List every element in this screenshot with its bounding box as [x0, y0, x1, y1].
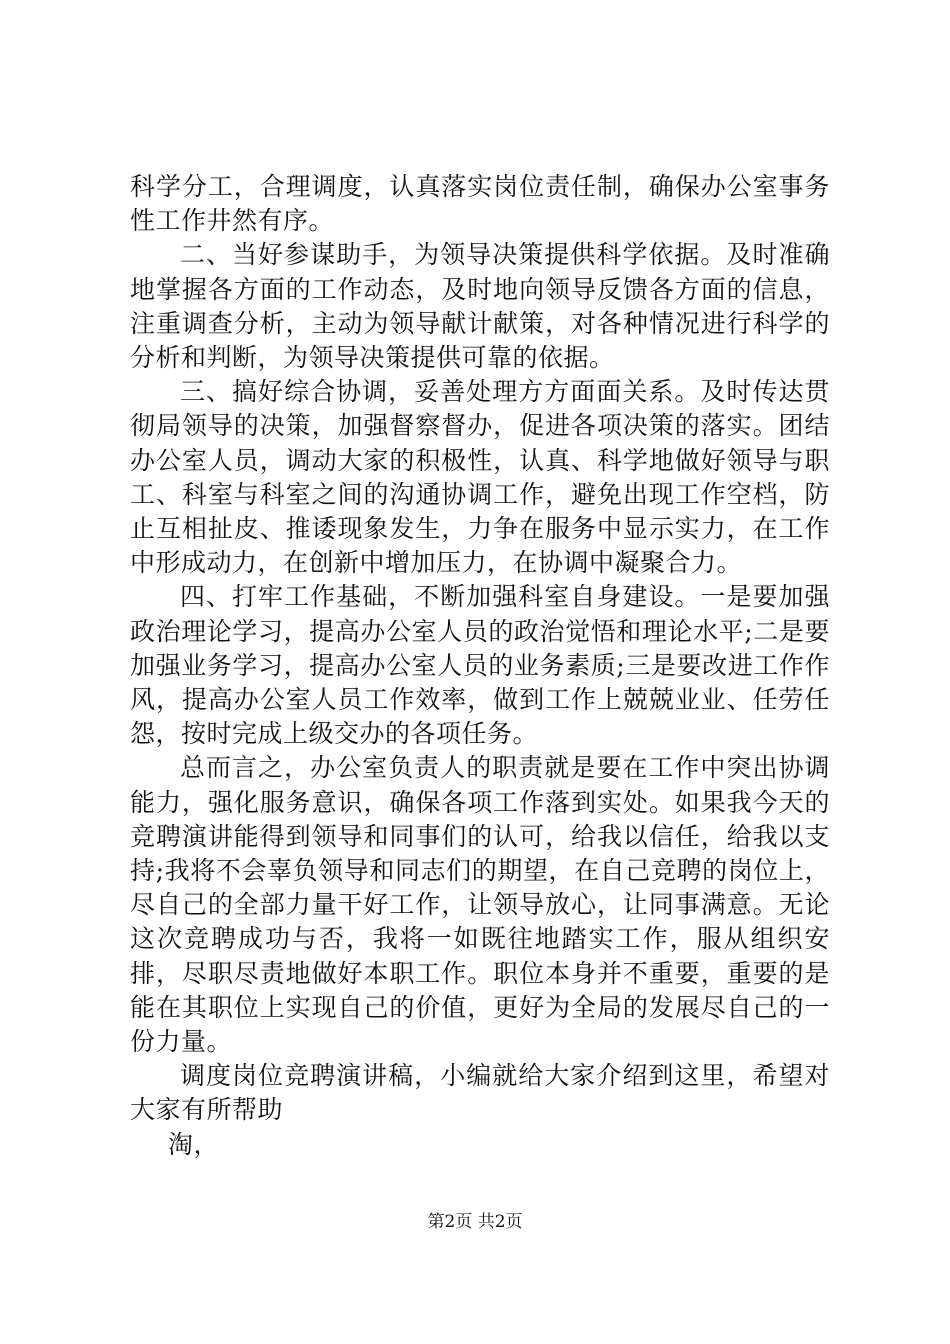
- document-body: [130, 170, 830, 1162]
- paragraph-3: 三、搞好综合协调，妥善处理方方面面关系。及时传达贯彻局领导的决策，加强督察督办，促进各项决策的落实。团结办公室人员，调动大家的积极性，认真、科学地做好领导与职工、科室与科室之间的沟通协调工作，避免出现工作空档，防止互相扯皮、推诿现象发生，力争在服务中显示实力，在工作中形成动力，在创新中增加压力，在协调中凝聚合力。: [130, 377, 830, 578]
- paragraph-6: 调度岗位竞聘演讲稿，小编就给大家介绍到这里，希望对大家有所帮助: [130, 1061, 830, 1125]
- paragraph-7: 淘，: [168, 1129, 220, 1159]
- paragraph-2: 二、当好参谋助手，为领导决策提供科学依据。及时准确地掌握各方面的工作动态，及时地向领导反馈各方面的信息，注重调查分析，主动为领导献计献策，对各种情况进行科学的分析和判断，为领导决策提供可靠的依据。: [130, 240, 830, 373]
- page-number-footer: 第2页 共2页: [427, 1212, 523, 1232]
- paragraph-4: 四、打牢工作基础，不断加强科室自身建设。一是要加强政治理论学习，提高办公室人员的政治觉悟和理论水平;二是要加强业务学习，提高办公室人员的业务素质;三是要改进工作作风，提高办公室人员工作效率，做到工作上兢兢业业、任劳任怨，按时完成上级交办的各项任务。: [130, 582, 830, 749]
- paragraph-1: 科学分工，合理调度，认真落实岗位责任制，确保办公室事务性工作井然有序。: [130, 172, 830, 236]
- paragraph-5: 总而言之，办公室负责人的职责就是要在工作中突出协调能力，强化服务意识，确保各项工作落到实处。如果我今天的竞聘演讲能得到领导和同事们的认可，给我以信任，给我以支持;我将不会辜负领导和同志们的期望，在自己竞聘的岗位上，尽自己的全部力量干好工作，让领导放心，让同事满意。无论这次竞聘成功与否，我将一如既往地踏实工作，服从组织安排，尽职尽责地做好本职工作。职位本身并不重要，重要的是能在其职位上实现自己的价值，更好为全局的发展尽自己的一份力量。: [130, 753, 830, 1057]
